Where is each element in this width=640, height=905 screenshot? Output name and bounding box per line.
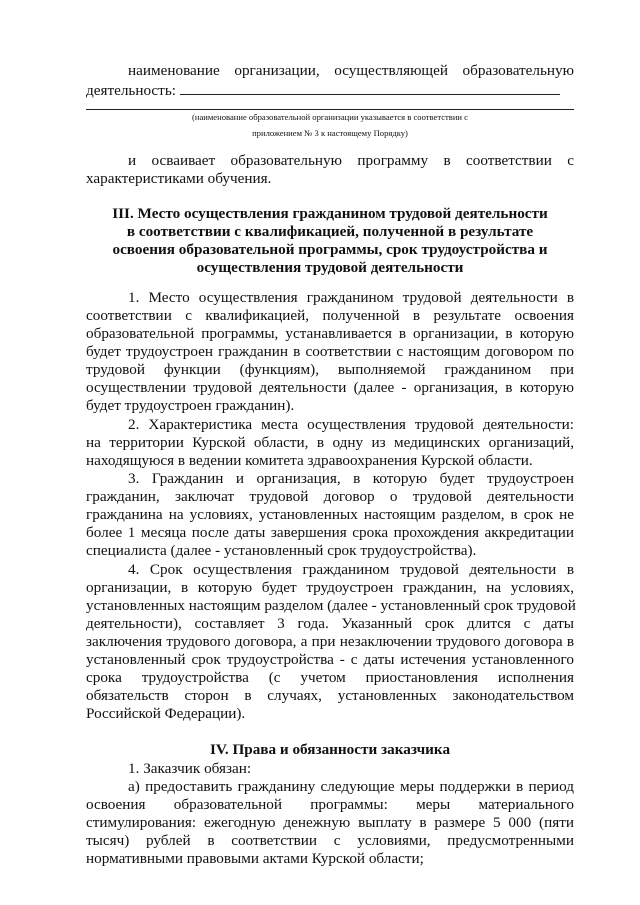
section4-p1: 1. Заказчик обязан:	[128, 760, 252, 777]
p1-line: трудовой функции (функциям), выполняемой гражданином при	[86, 361, 574, 378]
p4-line: Российской Федерации).	[86, 705, 246, 722]
p1-line: осуществлении трудовой деятельности (далее - организация, в которую	[86, 379, 574, 396]
p4-line: установленный срок трудоустройства - с даты истечения установленного	[86, 651, 574, 668]
p3-line: гражданин, заключат трудовой договор о трудовой деятельности	[86, 488, 574, 505]
section4-pa-line: нормативными правовыми актами Курской области;	[86, 850, 424, 867]
p4-line: организации, в которую будет трудоустроен гражданин, на условиях,	[86, 579, 574, 596]
activity-label: деятельность:	[86, 82, 176, 99]
p3-line: специалиста (далее - установленный срок трудоустройства).	[86, 542, 477, 559]
section3-heading-1: III. Место осуществления гражданином трудовой деятельности	[112, 205, 548, 222]
section4-heading: IV. Права и обязанности заказчика	[209, 741, 451, 758]
section3-heading-2: в соответствии с квалификацией, полученной в результате	[126, 223, 534, 240]
activity-blank	[180, 80, 560, 95]
activity-line	[86, 80, 574, 100]
footnote-line-2: приложением № 3 к настоящему Порядку)	[252, 128, 408, 138]
p3-line: гражданина на условиях, установленных настоящим разделом, в срок не	[86, 506, 574, 523]
p4-line: срока трудоустройства (с учетом приостановления исполнения	[86, 669, 574, 686]
p2-line: находящуюся в ведении комитета здравоохранения Курской области.	[86, 452, 533, 469]
p4-line: 4. Срок осуществления гражданином трудовой деятельности в	[128, 561, 574, 578]
p3-line: более 1 месяца после даты завершения срока прохождения аккредитации	[86, 524, 574, 541]
section4-pa-line: а) предоставить гражданину следующие меры поддержки в период	[128, 778, 574, 795]
characteristics-line: характеристиками обучения.	[86, 170, 272, 187]
p2-line: 2. Характеристика места осуществления трудовой деятельности:	[128, 416, 574, 433]
p1-line: образовательной программы, устанавливается в организации, в которую	[86, 325, 574, 342]
program-line: и осваивает образовательную программу в соответствии с	[128, 152, 574, 169]
section4-pa-line: стимулирования: ежегодную денежную выплату в размере 5 000 (пяти	[86, 814, 574, 831]
p1-line: 1. Место осуществления гражданином трудовой деятельности в	[128, 289, 574, 306]
divider-line	[86, 109, 574, 110]
p2-line: на территории Курской области, в одну из медицинских организаций,	[86, 434, 574, 451]
p4-line: заключения трудового договора, а при незаключении трудового договора в	[86, 633, 574, 650]
p1-line: будет трудоустроен гражданин).	[86, 397, 295, 414]
section3-heading-4: осуществления трудовой деятельности	[196, 259, 464, 276]
p1-line: будет трудоустроен гражданин в соответствии с настоящим договором по	[86, 343, 574, 360]
section4-pa-line: освоения образовательной программы: меры материального	[86, 796, 574, 813]
p4-line: обязательств сторон в случаях, установленных законодательством	[86, 687, 574, 704]
section3-heading-3: освоения образовательной программы, срок трудоустройства и	[112, 241, 548, 258]
footnote-line-1: (наименование образовательной организации указывается в соответствии с	[191, 112, 468, 122]
org-name-line: наименование организации, осуществляющей образовательную	[128, 62, 574, 79]
section4-pa-line: тысяч) рублей в соответствии с условиями, предусмотренными	[86, 832, 574, 849]
p1-line: соответствии с квалификацией, полученной в результате освоения	[86, 307, 574, 324]
p4-line: установленных настоящим разделом (далее - установленный срок трудовой	[86, 597, 576, 614]
p4-line: деятельности), составляет 3 года. Указанный срок длится с даты	[86, 615, 574, 632]
p3-line: 3. Гражданин и организация, в которую будет трудоустроен	[128, 470, 574, 487]
